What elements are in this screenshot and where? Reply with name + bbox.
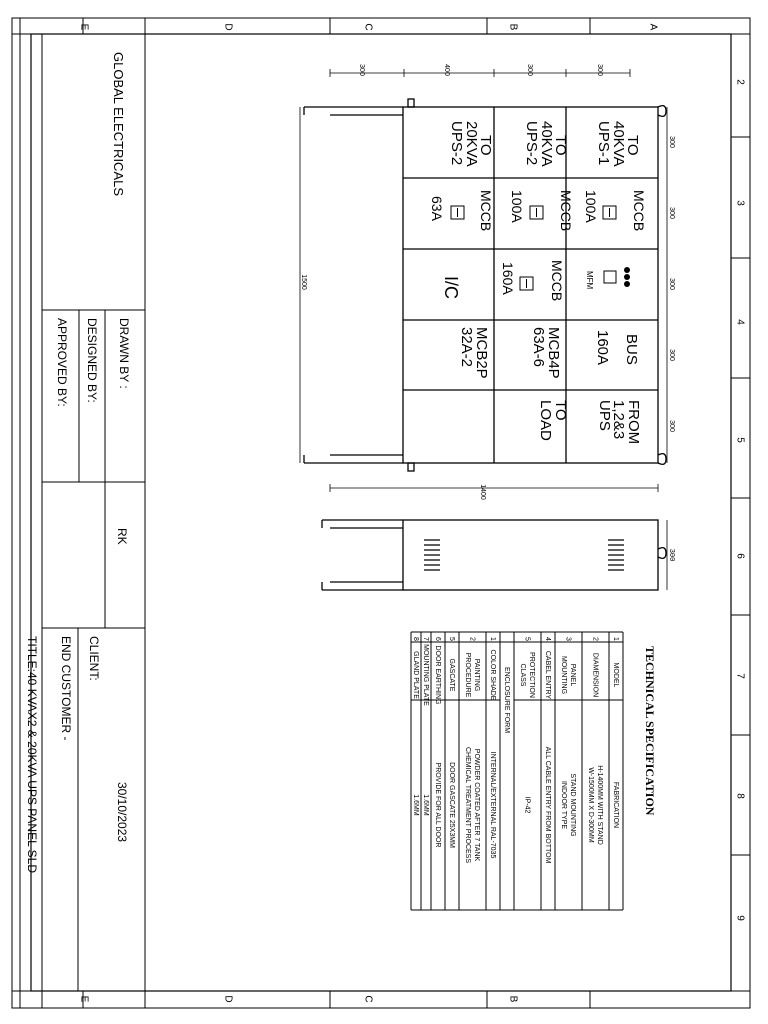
spec-row-number: 3 <box>564 637 572 641</box>
mcb-label <box>458 327 562 379</box>
zone-top-D: D <box>222 23 234 31</box>
svg-text:MCCB: MCCB <box>478 190 494 232</box>
svg-text:TO: TO <box>552 135 569 156</box>
side-depth-dim: 300 <box>667 548 676 562</box>
svg-text:100A: 100A <box>509 190 525 223</box>
spec-row-number: 6 <box>434 637 442 641</box>
spec-row-value: POWDER COATED AFTER 7 TANK <box>473 748 481 862</box>
spec-row-number: 1 <box>489 637 497 641</box>
dim-h-4: 300 <box>668 349 676 361</box>
drawn-by-label: DRAWN BY : <box>117 318 131 389</box>
svg-text:LOAD: LOAD <box>537 400 554 441</box>
mccb3-label <box>429 190 494 231</box>
zone-right-2: 2 <box>734 79 746 85</box>
svg-text:TO: TO <box>477 135 494 156</box>
svg-text:MCCB: MCCB <box>549 260 565 302</box>
spec-row-value: PROVIDE FOR ALL DOOR <box>434 762 442 848</box>
zone-top-B: B <box>507 23 519 31</box>
from-ups-label <box>596 400 642 444</box>
spec-row-number: 5 <box>448 637 456 641</box>
spec-heading: TECHNICAL SPECIFICATION <box>643 646 657 816</box>
to-ups1-label <box>595 121 641 167</box>
dim-w-2: 400 <box>443 64 451 76</box>
spec-row-item: MOUNTING PLATE <box>422 644 430 706</box>
dim-h-3: 300 <box>668 278 676 290</box>
drawing-title: TITLE:40 KVAX2 & 20KVA UPS PANEL SLD <box>25 636 39 873</box>
front-view <box>300 64 675 500</box>
dim-h-2: 300 <box>668 207 676 219</box>
spec-row-item: COLOR SHADE <box>489 649 497 701</box>
spec-row-item: DOOR EARTHING <box>434 645 442 705</box>
svg-text:MCB4P: MCB4P <box>545 327 562 379</box>
spec-row-item: GLAND PLATE <box>412 651 420 699</box>
zone-right-3: 3 <box>734 200 746 206</box>
svg-text:20KVA: 20KVA <box>463 121 480 167</box>
svg-text:63A: 63A <box>429 196 445 221</box>
compartment-labels <box>429 121 647 444</box>
svg-text:FROM: FROM <box>625 400 642 445</box>
spec-row-value: ALL CABLE ENTRY FROM BOTTOM <box>544 746 552 864</box>
spec-table <box>411 632 623 910</box>
approved-by-label: APPROVED BY: <box>55 318 69 407</box>
zone-bottom-C: C <box>362 995 374 1003</box>
spec-row-item: PROCEDURE <box>464 652 472 698</box>
svg-text:100A: 100A <box>583 190 599 223</box>
mfm-meter <box>585 267 630 290</box>
incomer-label: I/C <box>441 276 461 300</box>
company-name: GLOBAL ELECTRICALS <box>111 52 126 197</box>
zone-right-9: 9 <box>734 915 746 921</box>
svg-text:40KVA: 40KVA <box>538 121 555 167</box>
zone-right-4: 4 <box>734 319 746 325</box>
side-view <box>322 520 675 590</box>
spec-row-value: FABRICATION <box>612 781 620 829</box>
spec-row-item: CABEL ENTRY <box>544 650 552 700</box>
mccb2-label <box>509 190 574 231</box>
technical-spec <box>411 632 657 910</box>
svg-text:40KVA: 40KVA <box>610 121 627 167</box>
spec-row-number: 2 <box>591 637 599 641</box>
spec-row-value: INTERNAL/EXTERNAL RAL-7035 <box>489 751 497 859</box>
svg-text:TO: TO <box>624 135 641 156</box>
dim-h-5: 300 <box>668 420 676 432</box>
spec-row-value: CHEMICAL TREATMENT PROCESS <box>464 746 472 864</box>
drawn-by-value: RK <box>115 528 129 545</box>
svg-text:1,2&3: 1,2&3 <box>610 400 627 440</box>
dim-w-4: 300 <box>596 64 604 76</box>
spec-row-item: CLASS <box>519 663 527 687</box>
svg-text:BUS: BUS <box>623 334 640 365</box>
zone-bottom-B: B <box>507 995 519 1003</box>
spec-row-value: DOOR GASCATE 25X3MM <box>448 762 456 848</box>
dim-overall-width: 1400 <box>479 484 487 500</box>
bus-label <box>594 330 640 365</box>
title-block <box>25 34 145 991</box>
spec-row-item: PROTECTION <box>528 652 536 698</box>
zone-top-C: C <box>362 23 374 31</box>
svg-text:MCB2P: MCB2P <box>473 327 490 379</box>
spec-row-item: MOUNTING <box>560 655 568 695</box>
spec-row-item: PAINTING <box>473 658 481 692</box>
to-load-label <box>537 400 569 441</box>
zone-top-A: A <box>647 23 659 31</box>
spec-row-value: 1.6MM <box>412 794 420 816</box>
spec-row-number: 2 <box>468 637 476 641</box>
spec-row-value: IP-42 <box>523 796 531 814</box>
zone-labels <box>78 23 745 1002</box>
mfm-label: MFM <box>585 271 594 290</box>
zone-right-6: 6 <box>734 553 746 559</box>
svg-text:63A-6: 63A-6 <box>530 327 547 368</box>
mccb1-label <box>583 190 647 231</box>
to-ups2-label <box>523 121 569 167</box>
svg-text:UPS-2: UPS-2 <box>448 121 465 166</box>
dim-w-3: 300 <box>526 64 534 76</box>
zone-right-5: 5 <box>734 437 746 443</box>
svg-text:UPS-2: UPS-2 <box>523 121 540 166</box>
svg-text:UPS: UPS <box>596 400 613 431</box>
spec-row-number: 4 <box>544 637 552 641</box>
spec-row-item: DIAMENSION <box>591 652 599 698</box>
svg-text:MCCB: MCCB <box>631 190 647 232</box>
zone-top-E: E <box>78 23 90 31</box>
spec-row-value: 1.6MM <box>422 794 430 816</box>
spec-row-value: INDOOR TYPE <box>560 780 568 830</box>
svg-text:32A-2: 32A-2 <box>458 327 475 368</box>
spec-row-item: MODEL <box>612 662 620 688</box>
spec-row-value: H-1400MM WITH STAND <box>596 765 604 845</box>
spec-row-item: GASCATE <box>448 658 456 692</box>
svg-text:UPS-1: UPS-1 <box>595 121 612 166</box>
dim-overall-height: 1500 <box>300 274 308 290</box>
svg-text:160A: 160A <box>500 262 516 295</box>
zone-right-8: 8 <box>734 793 746 799</box>
svg-text:160A: 160A <box>594 330 611 366</box>
zone-bottom-E: E <box>78 995 90 1003</box>
dim-w-1: 300 <box>358 64 366 76</box>
zone-right-7: 7 <box>734 673 746 679</box>
client-label: CLIENT: <box>87 636 101 681</box>
to-ups3-label <box>448 121 494 167</box>
svg-text:TO: TO <box>552 400 569 421</box>
date-value: 30/10/2023 <box>115 782 129 843</box>
end-customer-label: END CUSTOMER - <box>59 636 73 741</box>
spec-row-number: 8 <box>412 637 420 641</box>
spec-row-number: 5 <box>523 637 531 641</box>
spec-row-item: PANEL <box>569 663 577 687</box>
designed-by-label: DESIGNED BY: <box>85 318 99 403</box>
zone-bottom-D: D <box>222 995 234 1003</box>
spec-row-number: 7 <box>422 637 430 641</box>
spec-section-heading: ENCLOSURE FORM <box>503 666 511 734</box>
spec-row-number: 1 <box>612 637 620 641</box>
svg-text:MCCB: MCCB <box>558 190 574 232</box>
spec-row-value: STAND MOUNTING <box>569 773 577 837</box>
spec-row-value: W-1500MM X D-300MM <box>587 767 595 843</box>
dim-h-1: 300 <box>668 136 676 148</box>
